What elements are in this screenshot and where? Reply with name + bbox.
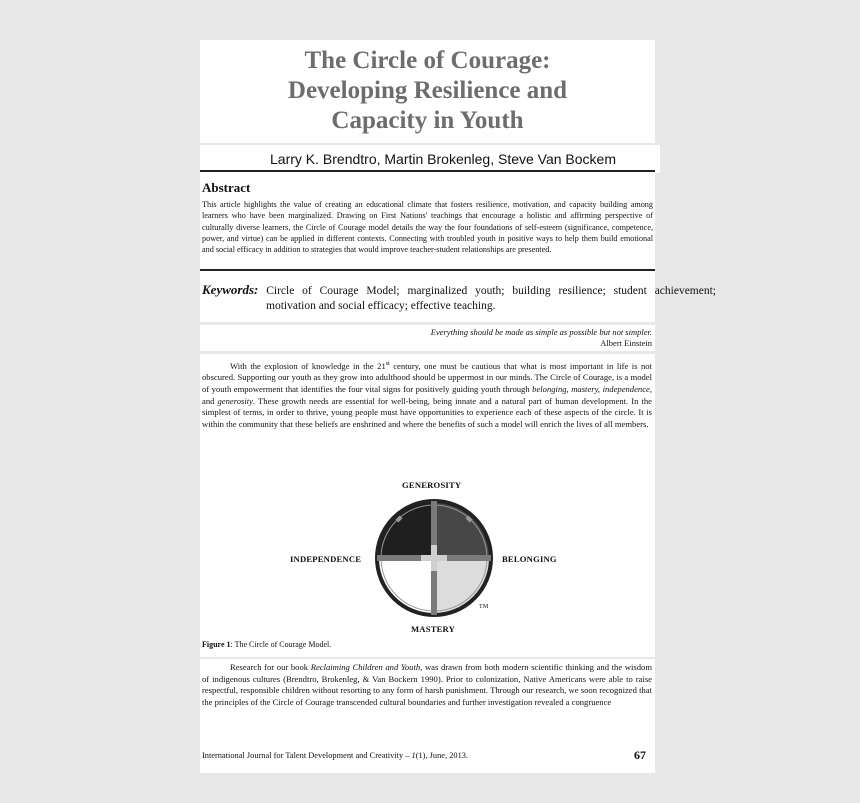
medicine-wheel-diagram [200, 475, 655, 640]
page-number: 67 [634, 748, 646, 762]
figure-caption [202, 640, 331, 649]
body-paragraph-1: With the explosion of knowledge in the 21st century, one must be cautious that what is most important in life is not obscured. Supporting our youth as they grow into adulthood should be uppermost in our minds. The Circle of Courage, is a model of youth empowerment that identifies the four vital signs for positively guiding youth through belonging, mastery, independence, and generosity. These growth needs are essential for well-being, being innate and a natural part of human development. In the simplest of terms, in order to thrive, young people must have opportunities to experience each of these aspects of the circle. It is within the community that these beliefs are enshrined and where the benefits of such a model will enrich the lives of all members. [202, 360, 652, 429]
epigraph-text: Everything should be made as simple as possible but not simpler. [430, 327, 652, 337]
figure-caption-label: Figure 1 [202, 640, 231, 649]
abstract-heading: Abstract [202, 180, 251, 195]
article-title [200, 46, 655, 136]
authors-bar [200, 143, 660, 173]
label-mastery: MASTERY [411, 624, 456, 634]
body-paragraph-2: Research for our book Reclaiming Children and Youth, was drawn from both modern scientific thinking and the wisdom of indigenous cultures (Brendtro, Brokenleg, & Van Bockern 1990). Prior to colonization, Native Americans were able to raise respectful, responsible children without resorting to any form of harsh punishment. Through our research, we soon recognized that the principles of the Circle of Courage transcended cultural boundaries and further investigation revealed a congruence [202, 662, 653, 707]
figure-caption-text: : The Circle of Courage Model. [230, 640, 332, 649]
paper-page [200, 40, 716, 773]
abstract-section [200, 170, 655, 255]
abstract-text: This article highlights the value of creating an educational climate that fosters resilience, motivation, and capacity building among learners who have been marginalized. Drawing on First Nations' teachings that encourage a holistic and affirming perspective of culturally diverse learners, the Circle of Courage model details the way the four foundations of self-esteem (significance, competence, power, and virtue) can be applied in different contexts. Connecting with troubled youth in positive ways to help them build emotional and social efficacy in addition to strategies that would improve teacher-student relationships are presented. [202, 200, 653, 255]
label-belonging: BELONGING [502, 554, 557, 564]
label-generosity: GENEROSITY [402, 480, 462, 490]
epigraph-author: Albert Einstein [600, 338, 652, 348]
title-line-2: Developing Resilience and [287, 77, 568, 104]
epigraph-band [200, 322, 655, 354]
abstract-bottom-rule [200, 269, 655, 271]
wheel-cross-highlight-h [421, 555, 447, 561]
keywords-text: Circle of Courage Model; marginalized youth; building resilience; student achievement; motivation and social efficacy; effective teaching. [266, 285, 716, 312]
keywords-label: Keywords [202, 282, 254, 297]
keywords-section: Keywords: Circle of Courage Model; marginalized youth; building resilience; student achievement; motivation and social efficacy; effective teaching. [202, 282, 716, 312]
title-line-1: The Circle of Courage: [304, 47, 551, 74]
label-independence: INDEPENDENCE [290, 554, 362, 564]
journal-citation: International Journal for Talent Development and Creativity – 1(1), June, 2013. [202, 751, 469, 760]
page-footer [202, 748, 652, 762]
epigraph [431, 327, 652, 349]
author-list: Larry K. Brendtro, Martin Brokenleg, Steve Van Bockem [270, 151, 617, 167]
circle-of-courage-figure [200, 475, 655, 640]
title-line-3: Capacity in Youth [331, 107, 524, 134]
caption-rule [200, 657, 655, 659]
trademark-mark: TM [479, 604, 489, 610]
